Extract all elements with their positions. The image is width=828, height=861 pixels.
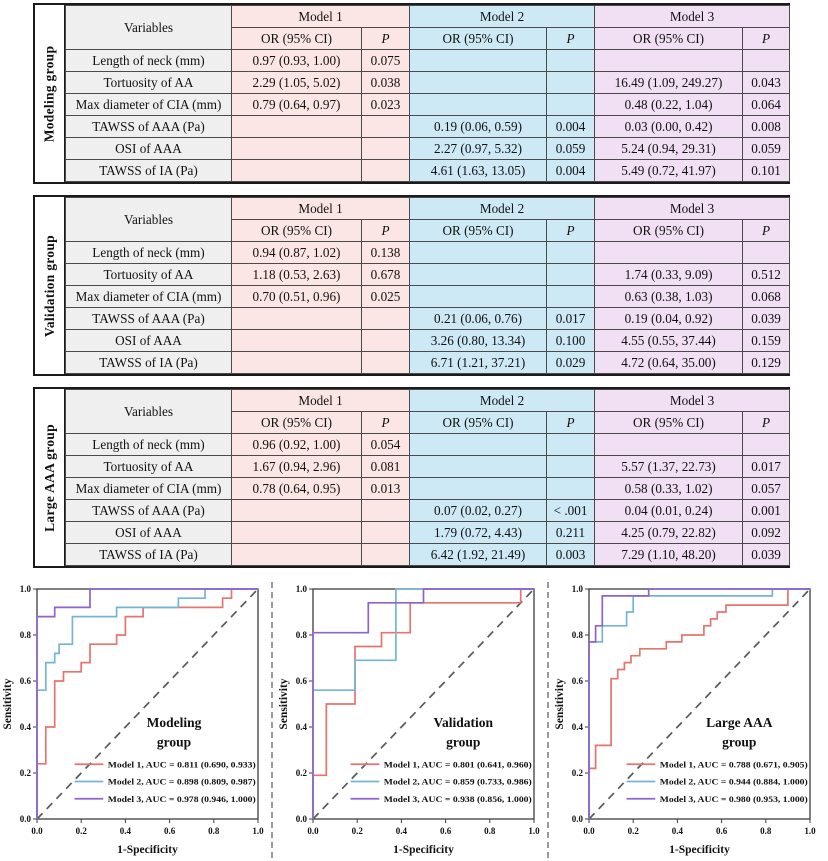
- large-aaa-group-table: [33, 387, 790, 568]
- or-value: 1.79 (0.72, 4.43): [410, 522, 547, 544]
- table-row: [66, 286, 790, 308]
- x-tick-label: 0.6: [163, 826, 176, 836]
- or-value: 0.03 (0.00, 0.42): [595, 116, 743, 138]
- table-row: [66, 500, 790, 522]
- or-value: 7.29 (1.10, 48.20): [595, 544, 743, 566]
- p-value: [547, 242, 595, 264]
- divider: [547, 582, 549, 858]
- y-tick-label: 1.0: [19, 584, 31, 595]
- roc-plots-row: [0, 579, 828, 861]
- legend-label: Model 2, AUC = 0.898 (0.809, 0.987): [107, 776, 256, 787]
- p-value: 0.678: [362, 264, 410, 286]
- or-value: 0.21 (0.06, 0.76): [410, 308, 547, 330]
- p-header: P: [743, 220, 790, 242]
- p-value: 0.100: [547, 330, 595, 352]
- or-value: 2.27 (0.97, 5.32): [410, 138, 547, 160]
- p-value: 0.057: [743, 478, 790, 500]
- or-value: 0.04 (0.01, 0.24): [595, 500, 743, 522]
- table-row: [66, 434, 790, 456]
- or-value: [410, 94, 547, 116]
- or-ci-header: OR (95% CI): [595, 28, 743, 50]
- modeling-group-table: [33, 3, 790, 184]
- p-value: 0.039: [743, 308, 790, 330]
- or-ci-header: OR (95% CI): [595, 220, 743, 242]
- validation-group-table: [33, 195, 790, 376]
- p-value: 0.023: [362, 94, 410, 116]
- or-value: 4.61 (1.63, 13.05): [410, 160, 547, 182]
- y-axis-label: Sensitivity: [278, 678, 290, 730]
- plot-title: Modeling: [146, 715, 202, 730]
- or-value: 0.94 (0.87, 1.02): [232, 242, 362, 264]
- roc-plot-modeling: [2, 579, 266, 861]
- or-value: 4.72 (0.64, 35.00): [595, 352, 743, 374]
- p-value: < .001: [547, 500, 595, 522]
- p-value: 0.101: [743, 160, 790, 182]
- p-value: [362, 500, 410, 522]
- or-value: 0.07 (0.02, 0.27): [410, 500, 547, 522]
- or-ci-header: OR (95% CI): [410, 220, 547, 242]
- x-tick-label: 1.0: [528, 826, 540, 836]
- group-label: [35, 5, 65, 182]
- table-row: [66, 116, 790, 138]
- p-value: [547, 94, 595, 116]
- regression-table: [65, 5, 790, 182]
- or-value: 3.26 (0.80, 13.34): [410, 330, 547, 352]
- y-tick-label: 0.2: [295, 768, 307, 779]
- p-value: 0.211: [547, 522, 595, 544]
- table-row: [66, 72, 790, 94]
- x-tick-label: 1.0: [804, 826, 816, 836]
- table-row: [66, 308, 790, 330]
- x-tick-label: 0.0: [31, 826, 43, 836]
- table-row: [66, 352, 790, 374]
- or-value: 1.67 (0.94, 2.96): [232, 456, 362, 478]
- legend-label: Model 3, AUC = 0.978 (0.946, 1.000): [107, 793, 256, 804]
- p-value: 0.003: [547, 544, 595, 566]
- p-value: 0.068: [743, 286, 790, 308]
- p-value: 0.092: [743, 522, 790, 544]
- or-value: [232, 352, 362, 374]
- or-value: [232, 138, 362, 160]
- table-row: [66, 544, 790, 566]
- or-value: [410, 50, 547, 72]
- plot-title: Validation: [433, 715, 494, 730]
- p-value: 0.013: [362, 478, 410, 500]
- p-value: 0.059: [547, 138, 595, 160]
- p-value: [362, 160, 410, 182]
- roc-plot-large-aaa: [554, 579, 818, 861]
- or-value: 0.97 (0.93, 1.00): [232, 50, 362, 72]
- p-value: [362, 116, 410, 138]
- or-value: 0.63 (0.38, 1.03): [595, 286, 743, 308]
- variable-label: OSI of AAA: [66, 330, 232, 352]
- or-ci-header: OR (95% CI): [232, 220, 362, 242]
- y-tick-label: 0.6: [571, 676, 583, 687]
- divider: [271, 582, 273, 858]
- p-value: 0.029: [547, 352, 595, 374]
- p-value: 0.059: [743, 138, 790, 160]
- plot-title: group: [156, 734, 192, 750]
- or-ci-header: OR (95% CI): [232, 28, 362, 50]
- or-ci-header: OR (95% CI): [595, 412, 743, 434]
- regression-table: [65, 389, 790, 566]
- legend-label: Model 3, AUC = 0.980 (0.953, 1.000): [659, 793, 808, 804]
- p-value: [362, 544, 410, 566]
- x-tick-label: 1.0: [252, 826, 264, 836]
- p-value: [743, 242, 790, 264]
- or-value: [595, 434, 743, 456]
- p-header: P: [362, 220, 410, 242]
- or-value: 0.79 (0.64, 0.97): [232, 94, 362, 116]
- p-value: 0.512: [743, 264, 790, 286]
- or-value: 1.18 (0.53, 2.63): [232, 264, 362, 286]
- p-value: [362, 522, 410, 544]
- y-tick-label: 1.0: [295, 584, 307, 595]
- regression-table: [65, 197, 790, 374]
- p-header: P: [547, 220, 595, 242]
- y-tick-label: 1.0: [571, 584, 583, 595]
- or-value: 4.55 (0.55, 37.44): [595, 330, 743, 352]
- x-tick-label: 0.8: [760, 826, 772, 836]
- variable-label: Max diameter of CIA (mm): [66, 478, 232, 500]
- or-value: 5.57 (1.37, 22.73): [595, 456, 743, 478]
- variable-label: Max diameter of CIA (mm): [66, 286, 232, 308]
- table-row: [66, 94, 790, 116]
- model3-header: Model 3: [595, 390, 790, 412]
- x-tick-label: 0.4: [119, 826, 132, 836]
- variables-header: Variables: [66, 198, 232, 242]
- y-tick-label: 0.4: [19, 722, 31, 733]
- table-row: [66, 242, 790, 264]
- model3-header: Model 3: [595, 6, 790, 28]
- p-value: [547, 286, 595, 308]
- x-tick-label: 0.6: [439, 826, 452, 836]
- p-value: 0.008: [743, 116, 790, 138]
- p-header: P: [743, 412, 790, 434]
- or-value: 16.49 (1.09, 249.27): [595, 72, 743, 94]
- or-value: 0.70 (0.51, 0.96): [232, 286, 362, 308]
- group-label-text: Modeling group: [41, 45, 57, 142]
- p-value: 0.038: [362, 72, 410, 94]
- or-value: 6.71 (1.21, 37.21): [410, 352, 547, 374]
- variable-label: OSI of AAA: [66, 138, 232, 160]
- or-value: [410, 286, 547, 308]
- p-value: [547, 434, 595, 456]
- p-header: P: [743, 28, 790, 50]
- or-value: 0.96 (0.92, 1.00): [232, 434, 362, 456]
- table-row: [66, 50, 790, 72]
- table-header-row: [66, 390, 790, 412]
- model2-header: Model 2: [410, 6, 595, 28]
- or-value: [232, 500, 362, 522]
- or-value: [232, 116, 362, 138]
- p-header: P: [362, 412, 410, 434]
- p-value: 0.081: [362, 456, 410, 478]
- p-value: [362, 330, 410, 352]
- variable-label: Tortuosity of AA: [66, 456, 232, 478]
- model3-header: Model 3: [595, 198, 790, 220]
- group-label: [35, 197, 65, 374]
- x-tick-label: 0.8: [208, 826, 220, 836]
- table-row: [66, 478, 790, 500]
- p-value: [547, 50, 595, 72]
- plot-title: group: [722, 734, 757, 750]
- p-value: [362, 352, 410, 374]
- p-value: 0.064: [743, 94, 790, 116]
- legend-label: Model 1, AUC = 0.811 (0.690, 0.933): [107, 759, 256, 770]
- y-tick-label: 0.2: [571, 768, 583, 779]
- p-value: 0.129: [743, 352, 790, 374]
- or-value: [232, 308, 362, 330]
- model2-header: Model 2: [410, 198, 595, 220]
- group-label-text: Validation group: [41, 234, 57, 337]
- legend-label: Model 2, AUC = 0.859 (0.733, 0.986): [383, 776, 532, 787]
- variable-label: TAWSS of IA (Pa): [66, 352, 232, 374]
- or-value: [232, 160, 362, 182]
- or-value: 2.29 (1.05, 5.02): [232, 72, 362, 94]
- x-axis-label: 1-Specificity: [117, 844, 178, 856]
- x-tick-label: 0.4: [671, 826, 684, 836]
- variable-label: TAWSS of IA (Pa): [66, 160, 232, 182]
- or-value: [410, 264, 547, 286]
- model1-header: Model 1: [232, 6, 410, 28]
- variables-header: Variables: [66, 6, 232, 50]
- p-value: 0.017: [743, 456, 790, 478]
- or-value: 5.49 (0.72, 41.97): [595, 160, 743, 182]
- y-tick-label: 0.8: [571, 630, 583, 641]
- p-value: [547, 456, 595, 478]
- table-row: [66, 456, 790, 478]
- table-row: [66, 138, 790, 160]
- x-axis-label: 1-Specificity: [669, 844, 730, 856]
- group-label: [35, 389, 65, 566]
- p-value: [547, 72, 595, 94]
- or-value: 0.78 (0.64, 0.95): [232, 478, 362, 500]
- x-tick-label: 0.6: [715, 826, 728, 836]
- p-value: 0.075: [362, 50, 410, 72]
- y-tick-label: 0.6: [295, 676, 307, 687]
- table-row: [66, 330, 790, 352]
- p-header: P: [362, 28, 410, 50]
- p-value: 0.004: [547, 116, 595, 138]
- legend-label: Model 3, AUC = 0.938 (0.856, 1.000): [383, 793, 532, 804]
- p-value: [743, 50, 790, 72]
- or-value: [595, 242, 743, 264]
- x-tick-label: 0.2: [75, 826, 87, 836]
- x-tick-label: 0.2: [351, 826, 363, 836]
- or-value: [410, 434, 547, 456]
- variable-label: TAWSS of AAA (Pa): [66, 308, 232, 330]
- p-value: [362, 138, 410, 160]
- or-value: 1.74 (0.33, 9.09): [595, 264, 743, 286]
- y-tick-label: 0.8: [19, 630, 31, 641]
- or-ci-header: OR (95% CI): [410, 28, 547, 50]
- roc-plot-validation: [278, 579, 542, 861]
- table-header-row: [66, 6, 790, 28]
- y-tick-label: 0.6: [19, 676, 31, 687]
- or-value: [410, 478, 547, 500]
- y-axis-label: Sensitivity: [2, 678, 14, 730]
- or-value: [410, 242, 547, 264]
- x-tick-label: 0.2: [627, 826, 639, 836]
- or-value: [232, 544, 362, 566]
- variable-label: Length of neck (mm): [66, 434, 232, 456]
- or-value: 0.58 (0.33, 1.02): [595, 478, 743, 500]
- p-value: 0.017: [547, 308, 595, 330]
- x-tick-label: 0.0: [583, 826, 595, 836]
- y-tick-label: 0.0: [19, 814, 31, 825]
- x-axis-label: 1-Specificity: [393, 844, 454, 856]
- model1-header: Model 1: [232, 198, 410, 220]
- or-value: 5.24 (0.94, 29.31): [595, 138, 743, 160]
- variables-header: Variables: [66, 390, 232, 434]
- or-value: [410, 456, 547, 478]
- y-tick-label: 0.8: [295, 630, 307, 641]
- y-tick-label: 0.4: [295, 722, 307, 733]
- p-value: 0.159: [743, 330, 790, 352]
- p-value: 0.004: [547, 160, 595, 182]
- legend-label: Model 1, AUC = 0.788 (0.671, 0.905): [659, 759, 808, 770]
- or-value: [410, 72, 547, 94]
- plot-title: group: [446, 734, 481, 750]
- or-ci-header: OR (95% CI): [410, 412, 547, 434]
- table-header-row: [66, 198, 790, 220]
- legend-label: Model 1, AUC = 0.801 (0.641, 0.960): [383, 759, 532, 770]
- p-value: 0.138: [362, 242, 410, 264]
- p-value: [547, 478, 595, 500]
- p-value: 0.043: [743, 72, 790, 94]
- y-axis-label: Sensitivity: [554, 678, 566, 730]
- p-header: P: [547, 412, 595, 434]
- p-header: P: [547, 28, 595, 50]
- p-value: [547, 264, 595, 286]
- or-ci-header: OR (95% CI): [232, 412, 362, 434]
- p-value: [743, 434, 790, 456]
- or-value: 6.42 (1.92, 21.49): [410, 544, 547, 566]
- y-tick-label: 0.0: [571, 814, 583, 825]
- variable-label: TAWSS of AAA (Pa): [66, 116, 232, 138]
- x-tick-label: 0.8: [484, 826, 496, 836]
- p-value: [362, 308, 410, 330]
- or-value: 0.19 (0.04, 0.92): [595, 308, 743, 330]
- group-label-text: Large AAA group: [41, 423, 57, 532]
- or-value: [232, 330, 362, 352]
- model1-header: Model 1: [232, 390, 410, 412]
- table-row: [66, 160, 790, 182]
- y-tick-label: 0.2: [19, 768, 31, 779]
- or-value: [232, 522, 362, 544]
- or-value: 0.48 (0.22, 1.04): [595, 94, 743, 116]
- x-tick-label: 0.4: [395, 826, 408, 836]
- or-value: 0.19 (0.06, 0.59): [410, 116, 547, 138]
- p-value: 0.039: [743, 544, 790, 566]
- or-value: [595, 50, 743, 72]
- variable-label: Length of neck (mm): [66, 50, 232, 72]
- p-value: 0.001: [743, 500, 790, 522]
- variable-label: Length of neck (mm): [66, 242, 232, 264]
- or-value: 4.25 (0.79, 22.82): [595, 522, 743, 544]
- plot-title: Large AAA: [706, 715, 773, 730]
- variable-label: Tortuosity of AA: [66, 264, 232, 286]
- legend-label: Model 2, AUC = 0.944 (0.884, 1.000): [659, 776, 808, 787]
- y-tick-label: 0.4: [571, 722, 583, 733]
- variable-label: TAWSS of IA (Pa): [66, 544, 232, 566]
- p-value: 0.054: [362, 434, 410, 456]
- variable-label: Max diameter of CIA (mm): [66, 94, 232, 116]
- table-row: [66, 264, 790, 286]
- table-row: [66, 522, 790, 544]
- model2-header: Model 2: [410, 390, 595, 412]
- variable-label: OSI of AAA: [66, 522, 232, 544]
- variable-label: TAWSS of AAA (Pa): [66, 500, 232, 522]
- p-value: 0.025: [362, 286, 410, 308]
- variable-label: Tortuosity of AA: [66, 72, 232, 94]
- x-tick-label: 0.0: [307, 826, 319, 836]
- y-tick-label: 0.0: [295, 814, 307, 825]
